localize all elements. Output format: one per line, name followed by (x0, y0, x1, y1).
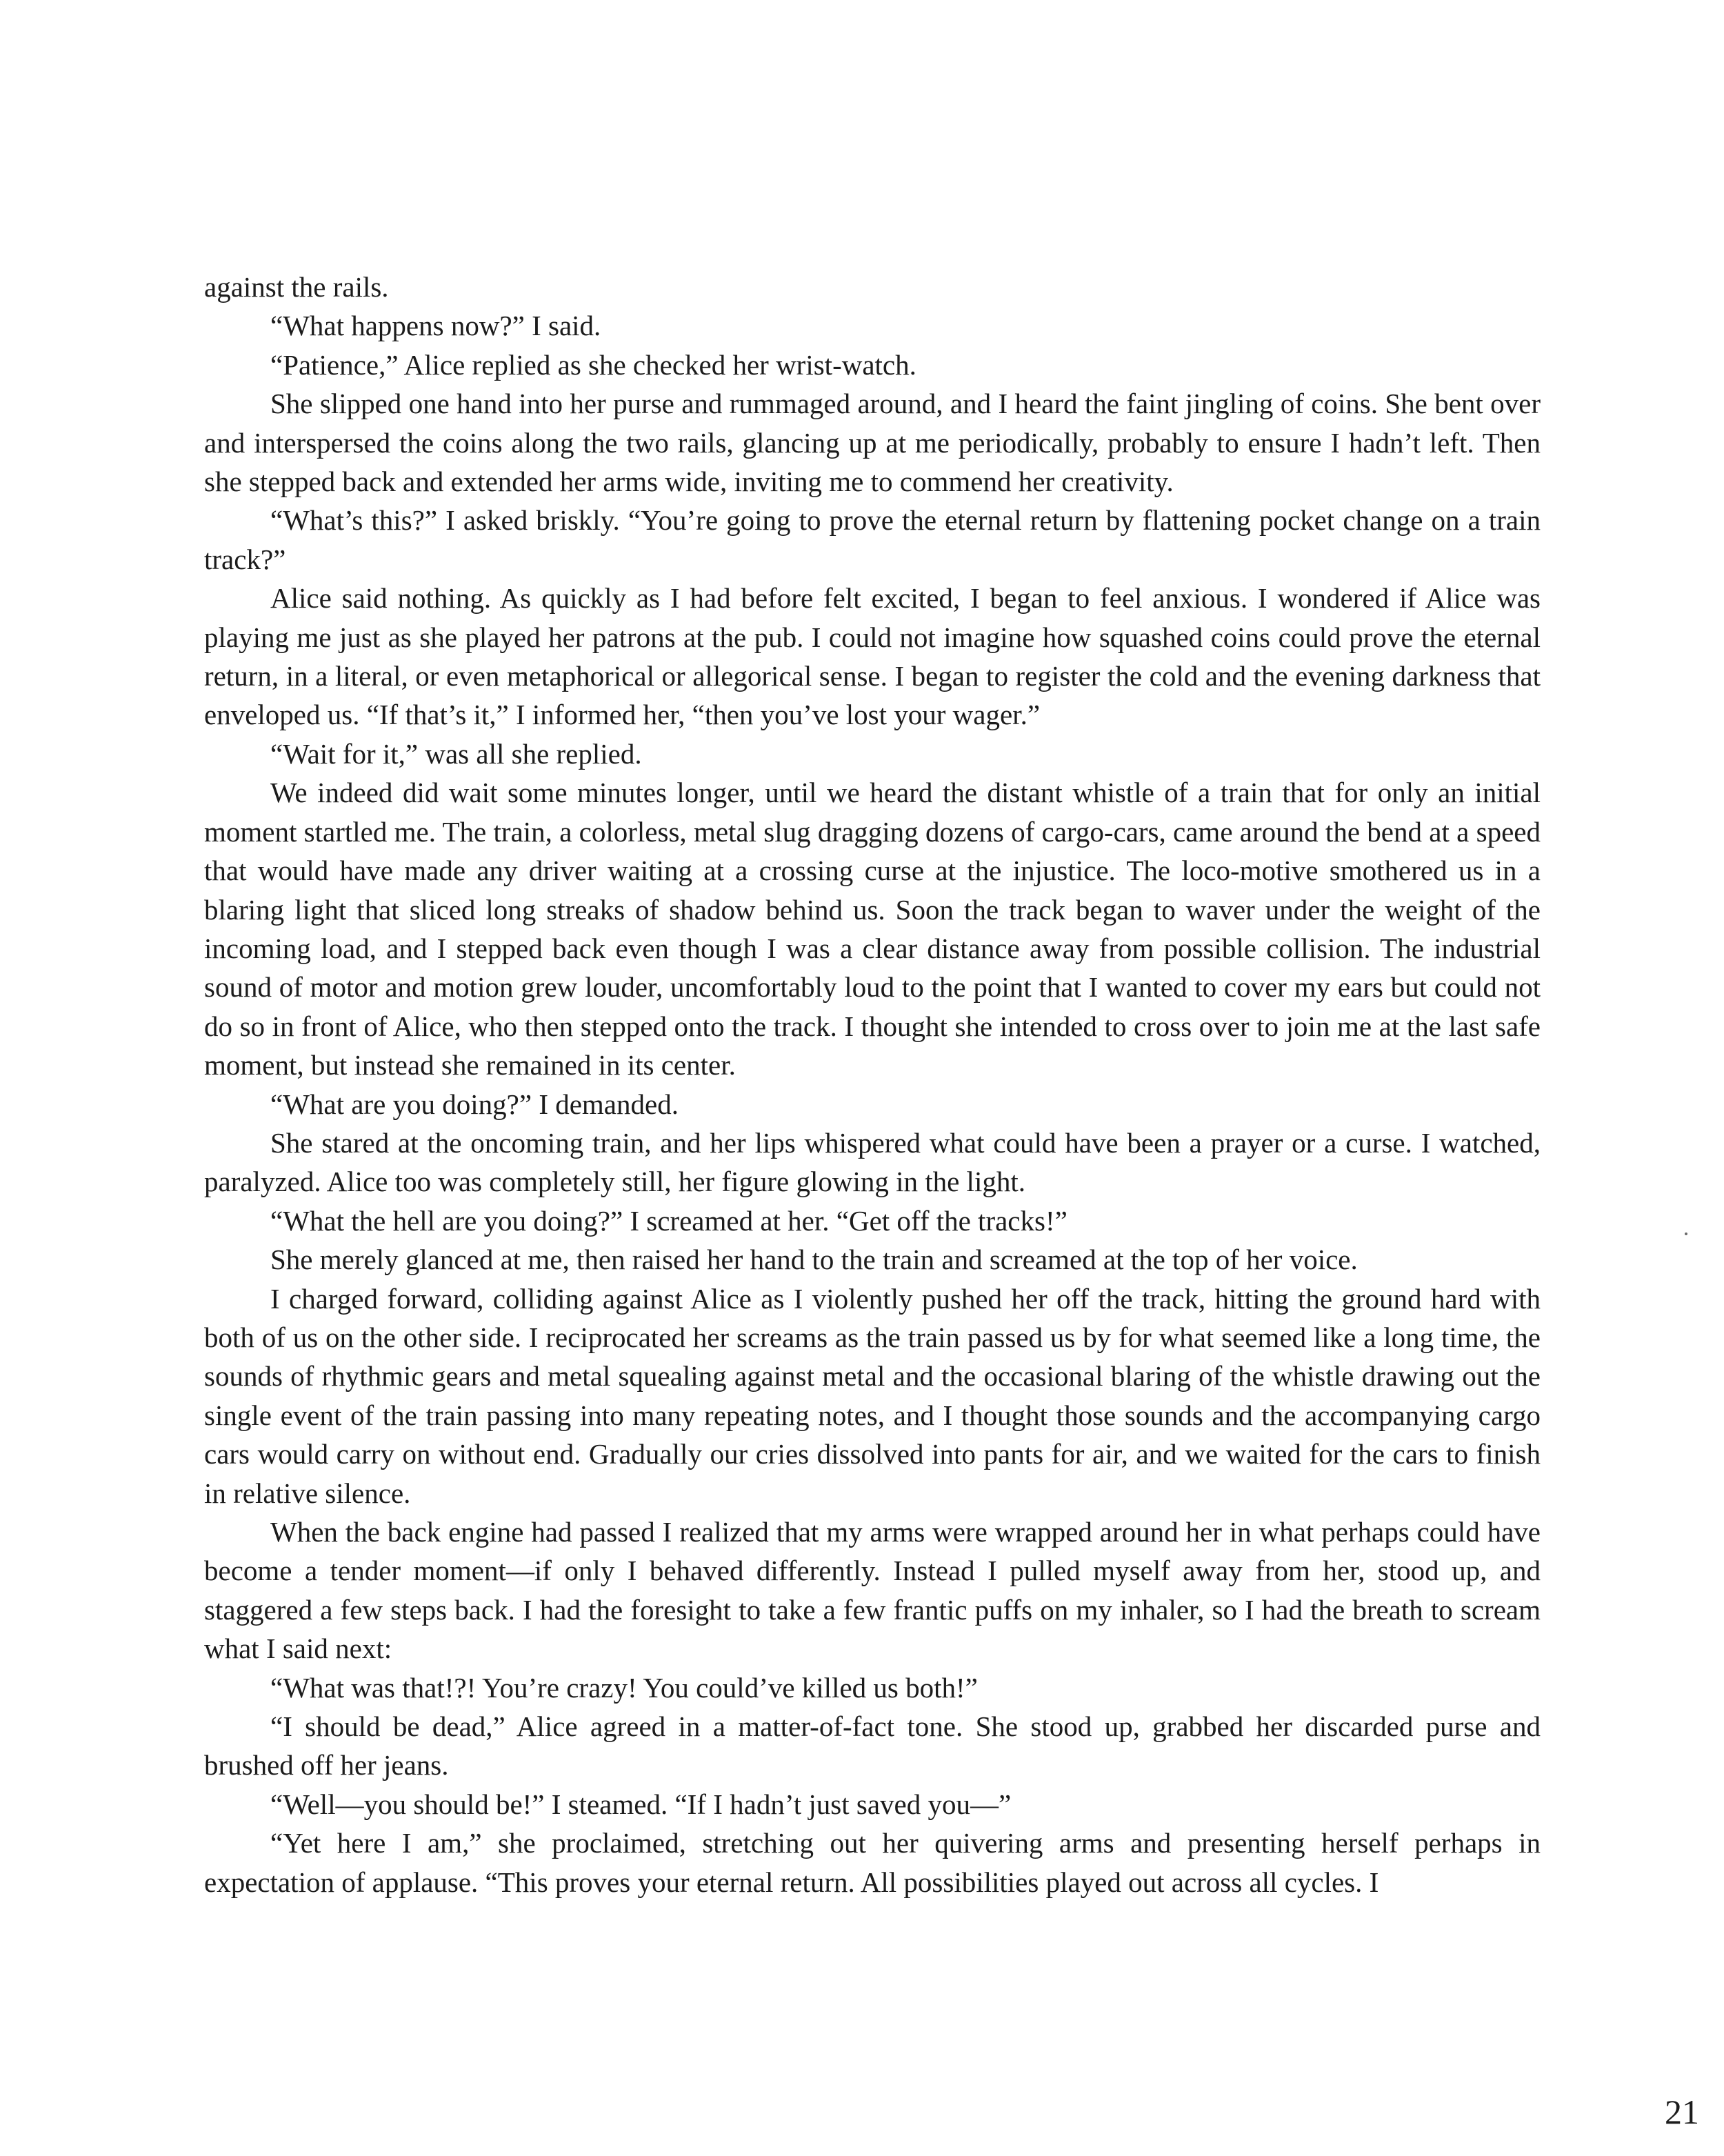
paragraph: She merely glanced at me, then raised her hand to the train and screamed at the top of her voice. (270, 1244, 1358, 1276)
paragraph: “What’s this?” I asked briskly. “You’re going to prove the eternal return by flattening pocket change on a train track?” (204, 504, 1541, 575)
body-text (204, 268, 1541, 1902)
paragraph: She slipped one hand into her purse and rummaged around, and I heard the faint jingling of coins. She bent over and interspersed the coins along the two rails, glancing up at me periodically, probably to ensure I hadn’t left. Then she stepped back and extended her arms wide, inviting me to commend her creativity. (204, 388, 1541, 498)
paragraph: “What happens now?” I said. (270, 310, 601, 342)
paragraph: “What was that!?! You’re crazy! You could’ve killed us both!” (270, 1671, 978, 1704)
paragraph: against the rails. (204, 271, 389, 303)
paragraph: Alice said nothing. As quickly as I had before felt excited, I began to feel anxious. I wondered if Alice was playing me just as she played her patrons at the pub. I could not imagine how squashed coins could prove the eternal return, in a literal, or even metaphorical or allegorical sense. I began to register the cold and the evening darkness that enveloped us. “If that’s it,” I informed her, “then you’ve lost your wager.” (204, 582, 1541, 731)
paragraph: “Wait for it,” was all she replied. (270, 737, 642, 770)
paragraph: “Well—you should be!” I steamed. “If I hadn’t just saved you—” (270, 1788, 1012, 1820)
paragraph: “What are you doing?” I demanded. (270, 1088, 679, 1120)
paragraph: She stared at the oncoming train, and her lips whispered what could have been a prayer or a curse. I watched, paralyzed. Alice too was completely still, her figure glowing in the light. (204, 1126, 1541, 1198)
paragraph: “I should be dead,” Alice agreed in a matter-of-fact tone. She stood up, grabbed her discarded purse and brushed off her jeans. (204, 1710, 1541, 1781)
paragraph: “Yet here I am,” she proclaimed, stretching out her quivering arms and presenting herself perhaps in expectation of applause. “This proves your eternal return. All possibilities played out across all cycles. I (204, 1827, 1541, 1898)
paragraph: “Patience,” Alice replied as she checked her wrist-watch. (270, 348, 916, 381)
paragraph: When the back engine had passed I realized that my arms were wrapped around her in what perhaps could have become a tender moment—if only I behaved differently. Instead I pulled myself away from her, stood up, and staggered a few steps back. I had the foresight to take a few frantic puffs on my inhaler, so I had the breath to scream what I said next: (204, 1516, 1541, 1665)
page-number: 21 (1665, 2093, 1699, 2131)
paragraph: We indeed did wait some minutes longer, until we heard the distant whistle of a train that for only an initial moment startled me. The train, a colorless, metal slug dragging dozens of cargo-cars, came around the bend at a speed that would have made any driver waiting at a crossing curse at the injustice. The loco-motive smothered us in a blaring light that sliced long streaks of shadow behind us. Soon the track began to waver under the weight of the incoming load, and I stepped back even though I was a clear distance away from possible collision. The industrial sound of motor and motion grew louder, uncomfortably loud to the point that I wanted to cover my ears but could not do so in front of Alice, who then stepped onto the track. I thought she intended to cross over to join me at the last safe moment, but instead she remained in its center. (204, 777, 1541, 1081)
scan-speck (1685, 1232, 1687, 1235)
paragraph: I charged forward, colliding against Alice as I violently pushed her off the track, hitting the ground hard with both of us on the other side. I reciprocated her screams as the train passed us by for what seemed like a long time, the sounds of rhythmic gears and metal squealing against metal and the occasional blaring of the whistle drawing out the single event of the train passing into many repeating notes, and I thought those sounds and the accompanying cargo cars would carry on without end. Gradually our cries dissolved into pants for air, and we waited for the cars to finish in relative silence. (204, 1282, 1541, 1509)
paragraph: “What the hell are you doing?” I screamed at her. “Get off the tracks!” (270, 1204, 1068, 1237)
